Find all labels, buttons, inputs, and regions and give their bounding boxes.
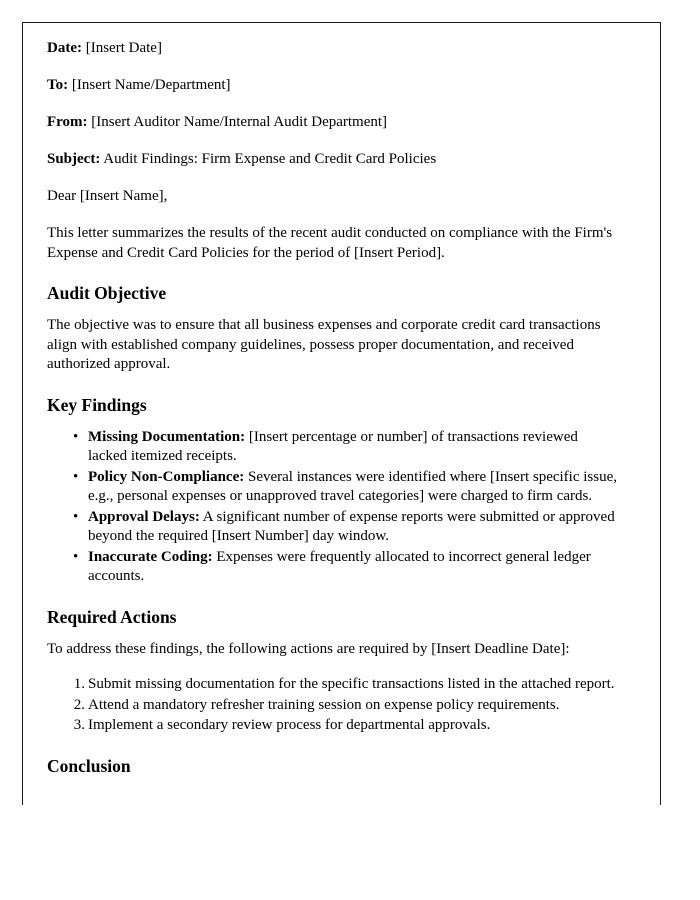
heading-conclusion: Conclusion	[47, 755, 131, 776]
list-item	[47, 675, 619, 695]
meta-label-from: From:	[47, 114, 88, 130]
list-item	[47, 508, 619, 547]
finding-label: Policy Non-Compliance:	[88, 468, 245, 485]
finding-label: Missing Documentation:	[88, 428, 246, 445]
meta-label-to: To:	[47, 77, 69, 93]
letter-header	[47, 39, 619, 169]
meta-line-to	[47, 76, 619, 95]
bullet-icon: •	[73, 508, 79, 525]
list-number: 2.	[73, 696, 85, 713]
action-text: Submit missing documentation for the specific transactions listed in the attached report.	[88, 676, 615, 692]
finding-text: [Insert percentage or number] of transactions reviewed lacked itemized receipts.	[88, 428, 578, 464]
meta-value-subject: Audit Findings: Firm Expense and Credit Card Policies	[103, 151, 437, 167]
intro-paragraph: This letter summarizes the results of the recent audit conducted on compliance with the Firm's Expense and Credit Card Policies for the period of [Insert Period].	[47, 225, 613, 261]
list-item	[47, 548, 619, 587]
finding-text: A significant number of expense reports were submitted or approved beyond the required [Insert Number] day window.	[88, 508, 615, 544]
meta-value-from: [Insert Auditor Name/Internal Audit Department]	[91, 114, 388, 130]
document-page	[22, 22, 661, 805]
required-actions-intro: To address these findings, the following actions are required by [Insert Deadline Date]:	[47, 640, 570, 657]
list-item	[47, 716, 619, 736]
meta-value-date: [Insert Date]	[85, 40, 162, 56]
finding-text: Expenses were frequently allocated to incorrect general ledger accounts.	[88, 548, 591, 584]
action-text: Implement a secondary review process for departmental approvals.	[88, 717, 491, 733]
list-number: 1.	[73, 676, 85, 692]
salutation: Dear [Insert Name],	[47, 188, 168, 204]
list-item	[47, 696, 619, 716]
meta-value-to: [Insert Name/Department]	[71, 77, 231, 93]
list-number: 3.	[73, 717, 85, 733]
list-item	[47, 428, 619, 467]
meta-label-date: Date:	[47, 40, 82, 56]
action-text: Attend a mandatory refresher training session on expense policy requirements.	[88, 696, 560, 713]
document-body	[47, 39, 619, 789]
bullet-icon: •	[73, 428, 79, 445]
paragraph-audit-objective: The objective was to ensure that all business expenses and corporate credit card transactions align with established company guidelines, possess proper documentation, and received authorized approval.	[47, 317, 601, 372]
meta-line-subject	[47, 150, 619, 169]
bullet-icon: •	[73, 548, 79, 565]
heading-required-actions: Required Actions	[47, 606, 177, 627]
key-findings-list	[47, 428, 619, 587]
heading-audit-objective: Audit Objective	[47, 283, 167, 303]
bullet-icon: •	[73, 468, 79, 485]
meta-line-from	[47, 113, 619, 132]
list-item	[47, 468, 619, 507]
heading-key-findings: Key Findings	[47, 394, 147, 415]
finding-text: Several instances were identified where [Insert specific issue, e.g., personal expenses or unapproved travel categories] were charged to firm cards.	[88, 468, 618, 504]
finding-label: Approval Delays:	[88, 508, 200, 525]
finding-label: Inaccurate Coding:	[88, 548, 213, 565]
meta-line-date	[47, 39, 619, 58]
required-actions-list	[47, 675, 619, 736]
meta-label-subject: Subject:	[47, 151, 101, 167]
